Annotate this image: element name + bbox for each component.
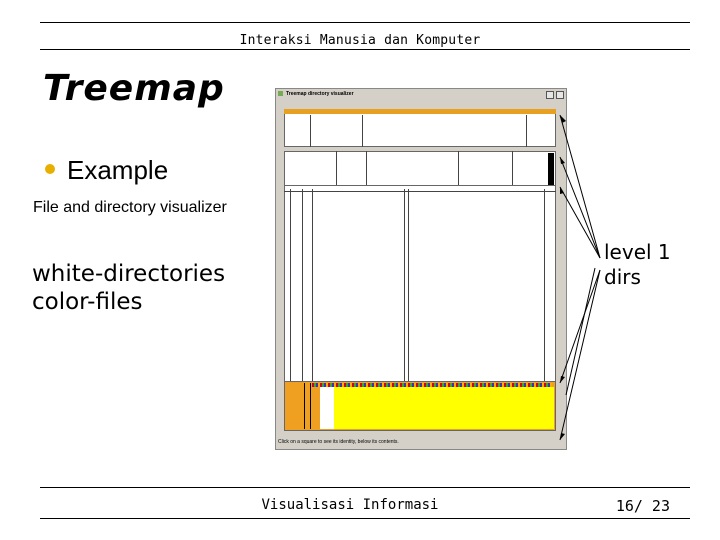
divider [284,109,556,114]
bullet-dot-icon [45,164,55,174]
footer-course: Visualisasi Informasi [261,497,439,513]
close-icon [556,91,564,99]
file-block [548,153,554,187]
divider [458,151,459,189]
divider [362,115,363,147]
callout-label [604,240,671,290]
divider [302,189,303,385]
app-icon [278,91,283,96]
slide-title: Treemap [43,68,225,109]
bullet-text: Example [67,155,169,185]
divider [544,189,545,385]
divider [290,189,291,385]
file-block-yellow [334,387,554,429]
file-block-mixed [312,383,552,387]
course-title: Interaksi Manusia dan Komputer [239,33,481,48]
divider [366,151,367,189]
divider [310,115,311,147]
dir-block-3 [284,185,556,385]
divider [310,383,311,429]
divider [512,151,513,189]
header-rule-top [40,22,690,23]
header-rule-bottom [40,49,690,50]
treemap-screenshot [275,88,567,450]
page-number: 16/ 23 [615,497,670,515]
dir-block-1 [284,109,556,147]
legend-line-files: color-files [32,289,143,315]
callout-line-1: level 1 [604,240,671,264]
legend-note [32,260,225,316]
divider [284,191,556,192]
status-text: Click on a square to see its identity, below its contents. [278,439,399,445]
dir-block-2 [284,151,556,189]
footer-rule-top [40,487,690,488]
window-title: Treemap directory visualizer [286,91,354,97]
divider [526,115,527,147]
window-titlebar [276,89,566,99]
bullet-item [45,155,168,186]
divider [404,189,405,385]
footer-rule-bottom [40,518,690,519]
file-block-white [320,387,334,429]
divider [336,151,337,189]
callout-line-2: dirs [604,265,641,289]
minimize-icon [546,91,554,99]
legend-line-directories: white-directories [32,261,226,287]
divider [304,383,305,429]
divider [312,189,313,385]
subtitle: File and directory visualizer [33,199,227,216]
divider [408,189,409,385]
